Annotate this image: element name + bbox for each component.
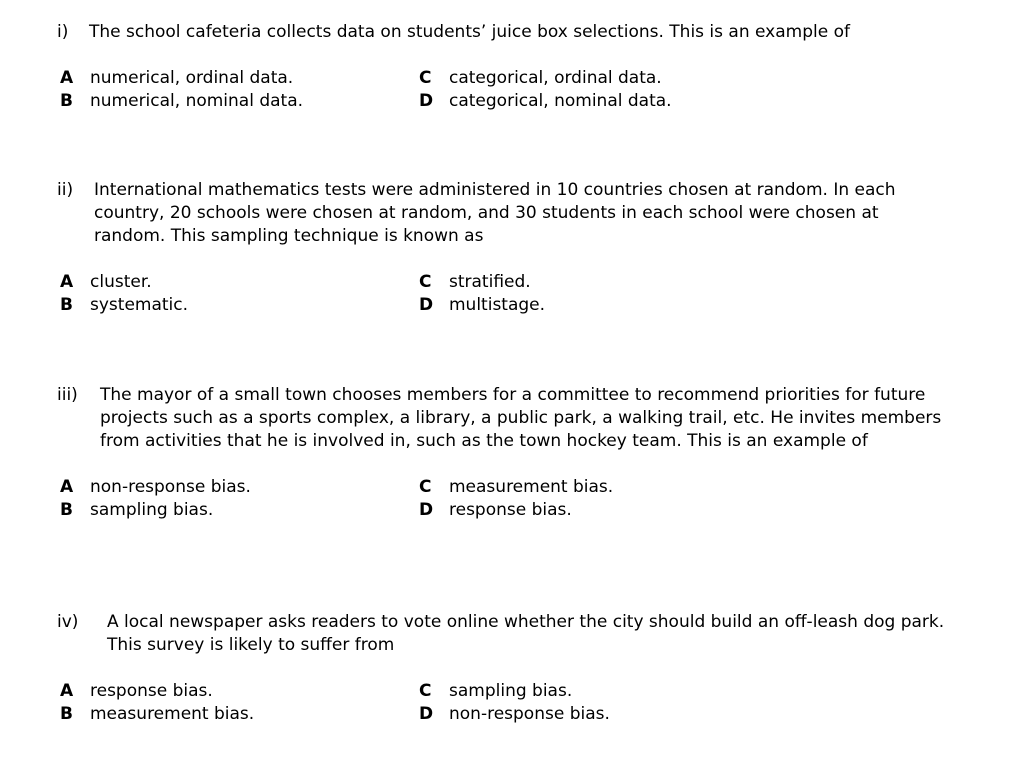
option-text: response bias. bbox=[90, 681, 213, 701]
option-letter: D bbox=[419, 295, 434, 315]
option-text: measurement bias. bbox=[449, 477, 614, 497]
question-number: iii) bbox=[57, 385, 78, 405]
option-letter: B bbox=[60, 295, 73, 315]
option-letter: A bbox=[60, 272, 74, 292]
option-letter: D bbox=[419, 500, 434, 520]
option-c[interactable] bbox=[416, 680, 572, 703]
option-letter: B bbox=[60, 704, 73, 724]
option-a[interactable] bbox=[57, 271, 152, 294]
option-b[interactable] bbox=[57, 294, 188, 317]
option-c[interactable] bbox=[416, 476, 613, 499]
question-stem bbox=[57, 21, 967, 44]
question-stem bbox=[57, 179, 967, 248]
option-text: categorical, ordinal data. bbox=[449, 68, 662, 88]
option-text: non-response bias. bbox=[90, 477, 251, 497]
option-a[interactable] bbox=[57, 680, 213, 703]
option-text: response bias. bbox=[449, 500, 572, 520]
option-a[interactable] bbox=[57, 67, 293, 90]
option-text: measurement bias. bbox=[90, 704, 255, 724]
option-b[interactable] bbox=[57, 499, 213, 522]
answer-options bbox=[57, 476, 967, 522]
question-1 bbox=[57, 21, 967, 113]
question-number: ii) bbox=[57, 180, 74, 200]
option-text: multistage. bbox=[449, 295, 546, 315]
answer-options bbox=[57, 271, 967, 317]
option-text: non-response bias. bbox=[449, 704, 610, 724]
option-letter: C bbox=[419, 681, 432, 701]
option-c[interactable] bbox=[416, 67, 662, 90]
option-text: cluster. bbox=[90, 272, 152, 292]
answer-options bbox=[57, 680, 967, 726]
option-letter: D bbox=[419, 91, 434, 111]
option-text: stratified. bbox=[449, 272, 531, 292]
option-text: sampling bias. bbox=[90, 500, 214, 520]
question-stem bbox=[57, 611, 967, 657]
option-text: categorical, nominal data. bbox=[449, 91, 672, 111]
option-letter: C bbox=[419, 477, 432, 497]
option-letter: C bbox=[419, 68, 432, 88]
option-text: sampling bias. bbox=[449, 681, 573, 701]
question-stem bbox=[57, 384, 967, 453]
option-b[interactable] bbox=[57, 703, 254, 726]
option-text: numerical, nominal data. bbox=[90, 91, 304, 111]
option-d[interactable] bbox=[416, 90, 672, 113]
option-d[interactable] bbox=[416, 499, 572, 522]
option-text: numerical, ordinal data. bbox=[90, 68, 294, 88]
option-b[interactable] bbox=[57, 90, 303, 113]
answer-options bbox=[57, 67, 967, 113]
option-letter: C bbox=[419, 272, 432, 292]
option-letter: B bbox=[60, 91, 73, 111]
option-letter: A bbox=[60, 477, 74, 497]
option-text: systematic. bbox=[90, 295, 189, 315]
question-text: A local newspaper asks readers to vote online whether the city should build an off-leash dog park. This survey is likely to suffer from bbox=[107, 612, 945, 655]
option-a[interactable] bbox=[57, 476, 251, 499]
question-3 bbox=[57, 384, 967, 522]
question-4 bbox=[57, 611, 967, 726]
question-text: International mathematics tests were administered in 10 countries chosen at random. In each country, 20 schools were chosen at random, and 30 students in each school were chosen at random. This sampling technique is known as bbox=[94, 180, 896, 246]
question-2 bbox=[57, 179, 967, 317]
question-number: iv) bbox=[57, 612, 79, 632]
option-d[interactable] bbox=[416, 294, 545, 317]
question-number: i) bbox=[57, 22, 69, 42]
option-d[interactable] bbox=[416, 703, 610, 726]
question-text: The mayor of a small town chooses members for a committee to recommend priorities for future projects such as a sports complex, a library, a public park, a walking trail, etc. He invites members from activities that he is involved in, such as the town hockey team. This is an example of bbox=[100, 385, 942, 451]
option-letter: B bbox=[60, 500, 73, 520]
option-letter: A bbox=[60, 68, 74, 88]
question-text: The school cafeteria collects data on students’ juice box selections. This is an example of bbox=[89, 22, 850, 42]
option-letter: D bbox=[419, 704, 434, 724]
option-c[interactable] bbox=[416, 271, 531, 294]
option-letter: A bbox=[60, 681, 74, 701]
